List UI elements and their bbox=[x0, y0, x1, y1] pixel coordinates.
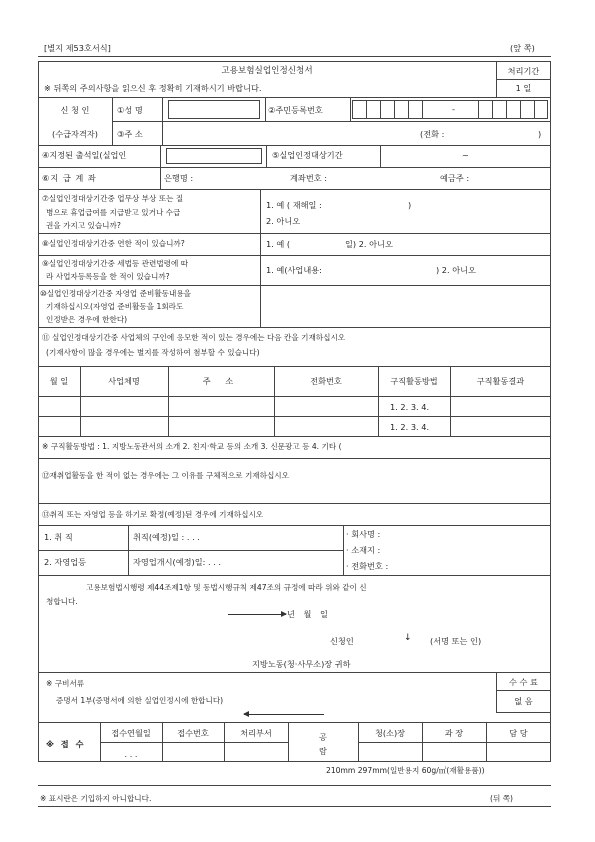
address-label: ③주 소 bbox=[117, 129, 143, 139]
self-employ-date[interactable]: 자영업개시(예정)일: . . . bbox=[133, 557, 222, 567]
fee-label: 수 수 료 bbox=[509, 677, 538, 687]
processing-period-value: 1 일 bbox=[515, 83, 532, 93]
declaration-text-1: 고용보험법시행령 제44조제1항 및 동법시행규칙 제47조의 규정에 따라 위와 같이 신 bbox=[86, 583, 367, 592]
section-header: 과 장 bbox=[444, 728, 464, 738]
rrn-label: ②주민등록번호 bbox=[268, 105, 323, 115]
sign-field[interactable]: (서명 또는 인) bbox=[430, 636, 482, 646]
fee-value: 없 음 bbox=[514, 696, 533, 706]
docs-text: 증명서 1부(증명서에 의한 실업인정시에 한합니다) bbox=[56, 696, 224, 705]
q8-option-yes[interactable]: 1. 예 ( bbox=[266, 239, 291, 249]
q10-text-1: ⑩실업인정대상기간중 자영업 준비활동내용을 bbox=[40, 289, 192, 298]
attendance-date-label: ④지정된 출석일(실업인 bbox=[42, 150, 127, 160]
arrow-right-icon bbox=[228, 614, 286, 615]
q11-text-2: (기재사항이 많을 경우에는 별지를 작성하여 첨부할 수 있습니다) bbox=[46, 348, 260, 357]
q12-text: ⑫재취업활동을 한 적이 없는 경우에는 그 이유를 구체적으로 기재하십시오 bbox=[42, 471, 289, 480]
applicant-sign-label: 신청인 bbox=[330, 636, 354, 646]
period-tilde: ~ bbox=[462, 150, 469, 160]
receipt-dept-header: 처리부서 bbox=[240, 728, 272, 738]
col-address: 주 소 bbox=[202, 376, 240, 386]
q11-text-1: ⑪ 실업인정대상기간중 사업체의 구인에 응모한 적이 있는 경우에는 다음 칸을 기재하십시오 bbox=[42, 333, 346, 342]
q9-option-no[interactable]: ) 2. 아니오 bbox=[436, 265, 476, 275]
col-result: 구직활동결과 bbox=[476, 376, 525, 386]
q7-text-1: ⑦실업인정대상기간중 업무상 부상 또는 질 bbox=[42, 194, 184, 203]
notice-text: ※ 뒤쪽의 주의사항을 읽으신 후 정확히 기재하시기 바랍니다. bbox=[44, 83, 262, 93]
processing-period-label: 처리기간 bbox=[507, 66, 540, 76]
public-header: 공 bbox=[319, 732, 327, 742]
col-method: 구직활동방법 bbox=[390, 376, 438, 386]
bank-label: 은행명 : bbox=[164, 173, 194, 183]
methods-note: ※ 구직활동방법 : 1. 지방노동관서의 소개 2. 친지·학교 등의 소개 3. 신문광고 등 4. 기타 ( bbox=[42, 442, 342, 451]
chief-header: 청(소)장 bbox=[374, 728, 406, 738]
name-field[interactable] bbox=[168, 100, 260, 119]
q9-option-yes[interactable]: 1. 예(사업내용: bbox=[266, 265, 322, 275]
q8-option-no[interactable]: 일) 2. 아니오 bbox=[345, 239, 393, 249]
declaration-text-2: 청합니다. bbox=[46, 597, 78, 606]
q9-text-1: ⑨실업인정대상기간중 세법등 관련법령에 따 bbox=[42, 259, 189, 268]
q10-text-2: 기재하십시오(자영업 준비활동을 1회라도 bbox=[46, 302, 184, 311]
front-side-label: (앞 쪽) bbox=[510, 43, 535, 53]
employ-label: 1. 취 직 bbox=[44, 532, 73, 542]
form-number: [별지 제53호서식] bbox=[44, 43, 111, 53]
name-label: ①성 명 bbox=[117, 105, 143, 115]
declaration-date[interactable]: 년 월 일 bbox=[287, 609, 328, 619]
q7-option-no[interactable]: 2. 아니오 bbox=[266, 216, 301, 226]
q7-text-2: 병으로 휴업급여를 지급받고 있거나 수급 bbox=[46, 208, 181, 217]
receipt-label: ※ 접 수 bbox=[46, 739, 86, 749]
col-phone: 전화번호 bbox=[310, 376, 342, 386]
holder-label: 예금주 : bbox=[440, 173, 470, 183]
paper-spec: 210mm 297mm(일반용지 60g/㎡(재활용품)) bbox=[326, 766, 485, 775]
q9-text-2: 라 사업자등록등을 한 적이 있습니까? bbox=[46, 272, 170, 281]
arrow-down-icon: ↓ bbox=[404, 633, 412, 643]
q7-text-3: 권을 가지고 있습니까? bbox=[46, 221, 121, 230]
company-tel-label: · 전화번호 : bbox=[346, 561, 389, 571]
page-title: 고용보험실업인정신청서 bbox=[221, 66, 313, 76]
receipt-no-header: 접수번호 bbox=[177, 728, 209, 738]
q13-text: ⑬취직 또는 자영업 등을 하기로 확정(예정)된 경우에 기재하십시오 bbox=[42, 510, 264, 519]
period-label: ⑤실업인정대상기간 bbox=[272, 150, 343, 160]
staff-header: 담 당 bbox=[509, 728, 528, 738]
footer-note: ※ 표시란은 기입하지 아니합니다. bbox=[40, 794, 152, 803]
q8-text: ⑧실업인정대상기간중 연한 적이 있습니까? bbox=[42, 239, 185, 248]
q7-option-yes[interactable]: 1. 예 ( 재해일 : bbox=[266, 200, 322, 210]
applicant-label: 신 청 인 bbox=[60, 105, 90, 115]
receipt-date-value[interactable]: . . . bbox=[124, 749, 138, 759]
attendance-date-field[interactable] bbox=[166, 148, 262, 164]
table-row[interactable]: 1. 2. 3. 4. bbox=[390, 422, 430, 432]
col-date: 월 일 bbox=[49, 376, 69, 386]
account-label: ⑥지 급 계 좌 bbox=[42, 173, 97, 183]
employ-date[interactable]: 취직(예정)일 : . . . bbox=[133, 532, 200, 542]
account-no-label: 계좌번호 : bbox=[290, 173, 327, 183]
receipt-date-header: 접수연월일 bbox=[111, 728, 151, 738]
arrow-left-icon bbox=[244, 714, 324, 715]
docs-label: ※ 구비서류 bbox=[46, 679, 85, 688]
self-employ-label: 2. 자영업등 bbox=[44, 557, 87, 567]
rrn-field[interactable]: - bbox=[352, 100, 548, 119]
phone-label: (전화 : bbox=[420, 129, 445, 139]
company-name-label: · 회사명 : bbox=[346, 529, 381, 539]
company-location-label: · 소재지 : bbox=[346, 545, 381, 555]
applicant-sub-label: (수급자격자) bbox=[52, 129, 98, 139]
col-company: 사업체명 bbox=[108, 376, 140, 386]
recipient-text: 지방노동(청·사무소)장 귀하 bbox=[252, 659, 351, 669]
q10-text-3: 인정받은 경우에 한한다) bbox=[46, 315, 128, 324]
table-row[interactable]: 1. 2. 3. 4. bbox=[390, 402, 430, 412]
back-side-label: (뒤 쪽) bbox=[490, 794, 514, 803]
